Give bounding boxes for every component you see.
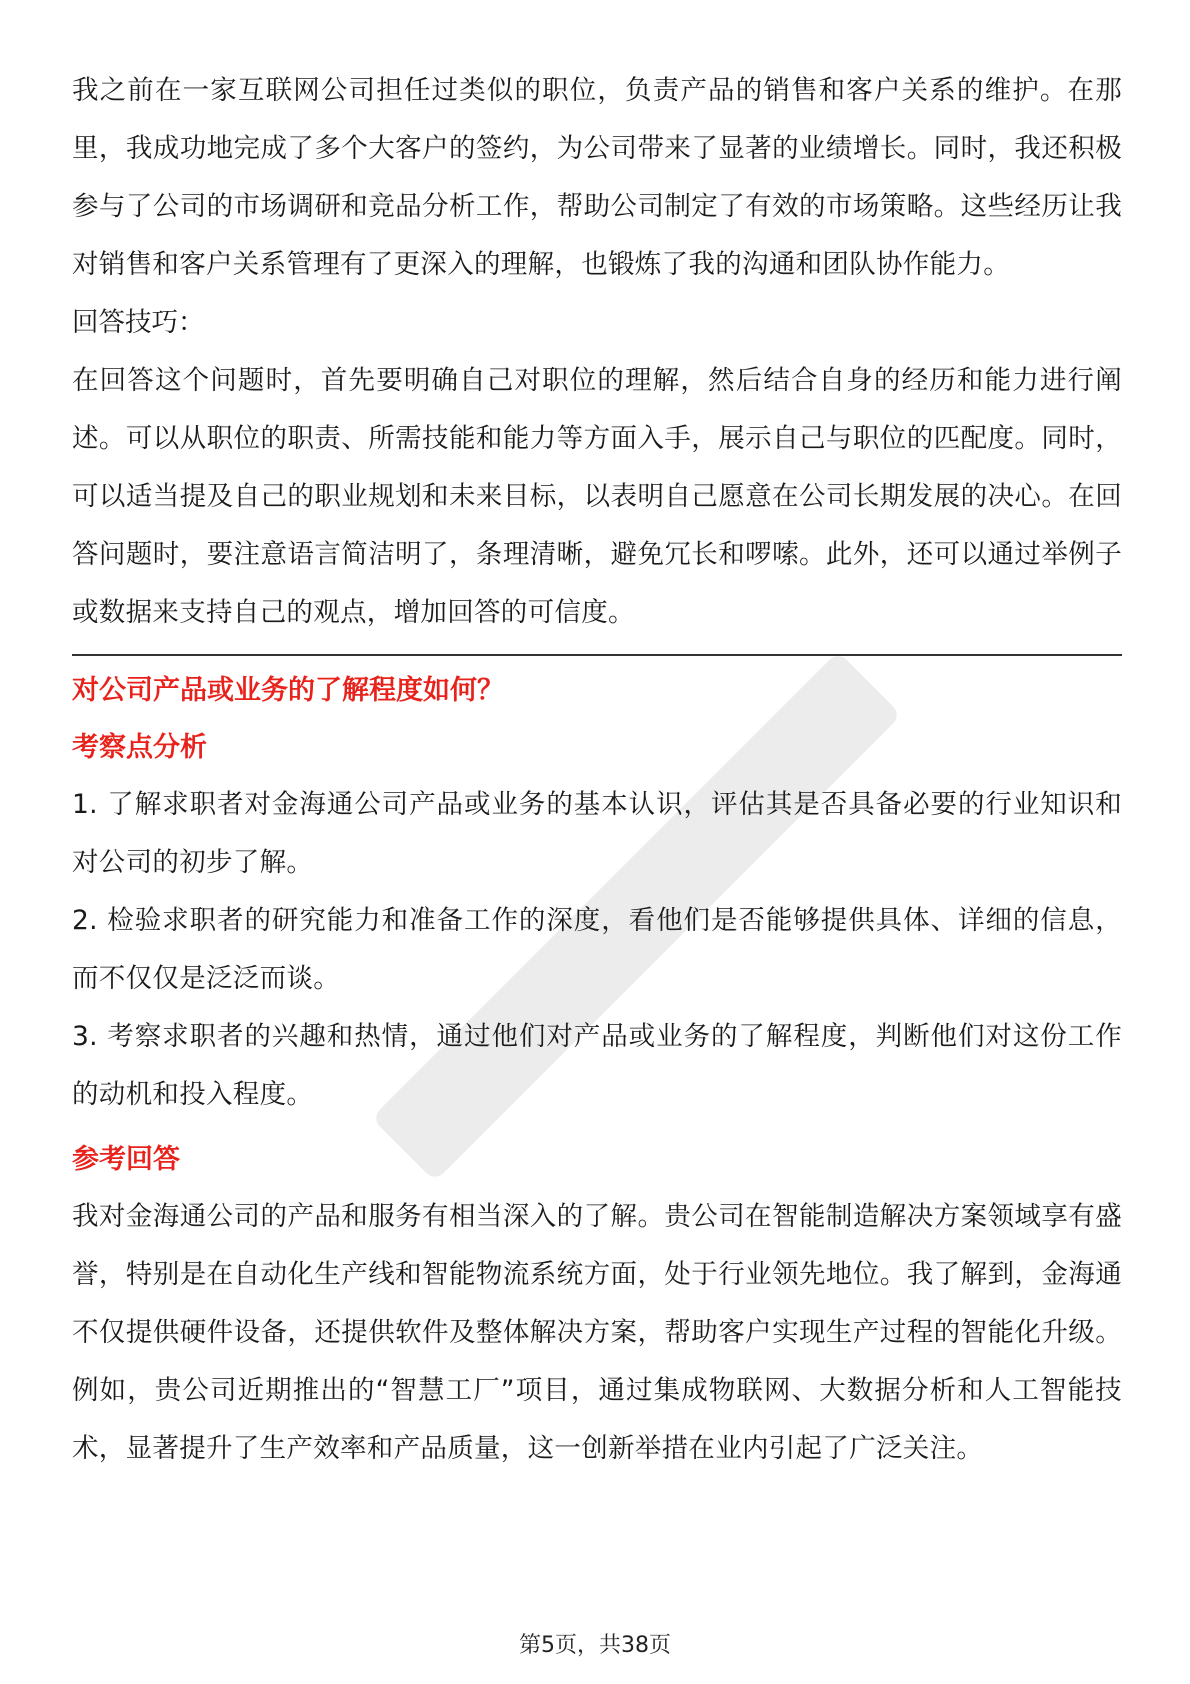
analysis-point: 2. 检验求职者的研究能力和准备工作的深度，看他们是否能够提供具体、详细的信息，而不仅仅是泛泛而谈。 (72, 905, 1122, 994)
page-footer: 第5页，共38页 (519, 1633, 671, 1658)
analysis-heading: 考察点分析 (72, 732, 207, 763)
analysis-point: 3. 考察求职者的兴趣和热情，通过他们对产品或业务的了解程度，判断他们对这份工作的动机和投入程度。 (72, 1021, 1122, 1110)
analysis-point: 1. 了解求职者对金海通公司产品或业务的基本认识，评估其是否具备必要的行业知识和对公司的初步了解。 (72, 789, 1122, 878)
tips-paragraph: 在回答这个问题时，首先要明确自己对职位的理解，然后结合自身的经历和能力进行阐述。可以从职位的职责、所需技能和能力等方面入手，展示自己与职位的匹配度。同时，可以适当提及自己的职业规划和未来目标，以表明自己愿意在公司长期发展的决心。在回答问题时，要注意语言简洁明了，条理清晰，避免冗长和啰嗦。此外，还可以通过举例子或数据来支持自己的观点，增加回答的可信度。 (72, 365, 1122, 628)
section-divider (72, 654, 1122, 656)
answer-heading: 参考回答 (72, 1144, 180, 1175)
tips-label: 回答技巧： (72, 307, 205, 338)
question-title: 对公司产品或业务的了解程度如何？ (72, 675, 504, 706)
body-paragraph: 我之前在一家互联网公司担任过类似的职位，负责产品的销售和客户关系的维护。在那里，我成功地完成了多个大客户的签约，为公司带来了显著的业绩增长。同时，我还积极参与了公司的市场调研和竞品分析工作，帮助公司制定了有效的市场策略。这些经历让我对销售和客户关系管理有了更深入的理解，也锻炼了我的沟通和团队协作能力。 (72, 75, 1122, 280)
answer-paragraph: 我对金海通公司的产品和服务有相当深入的了解。贵公司在智能制造解决方案领域享有盛誉，特别是在自动化生产线和智能物流系统方面，处于行业领先地位。我了解到，金海通不仅提供硬件设备，还提供软件及整体解决方案，帮助客户实现生产过程的智能化升级。例如，贵公司近期推出的“智慧工厂”项目，通过集成物联网、大数据分析和人工智能技术，显著提升了生产效率和产品质量，这一创新举措在业内引起了广泛关注。 (72, 1201, 1122, 1464)
document-page (72, 62, 1122, 1478)
